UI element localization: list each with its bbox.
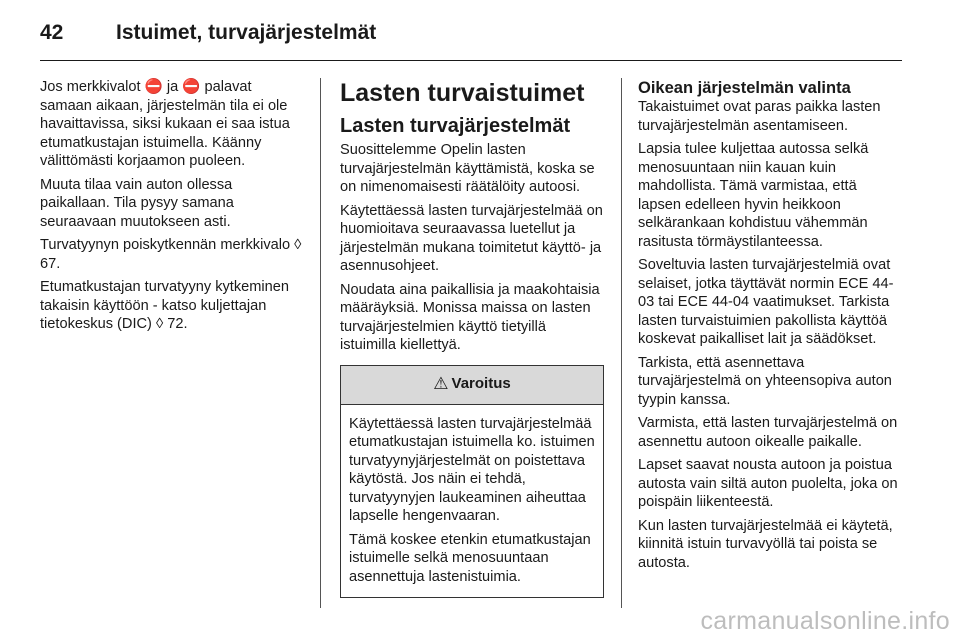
section-heading: Oikean järjestelmän valinta	[638, 79, 851, 97]
column-left	[40, 78, 302, 339]
paragraph: Soveltuvia lasten turvajärjestelmiä ovat selaiset, jotka täyttävät normin ECE 44-03 tai ECE 44-04 vaatimukset. Tarkista lasten turvaistuimien pakollista käyttöä koskevat paikalliset lait ja säädökset.	[638, 257, 894, 347]
paragraph: Kun lasten turvajärjestelmää ei käytetä, kiinnitä istuin turvavyöllä tai poista se autosta.	[638, 517, 893, 571]
warning-header	[341, 366, 603, 405]
section-subtitle: Lasten turvajärjestelmät	[340, 115, 571, 137]
paragraph: Lapsia tulee kuljettaa autossa selkä menosuuntaan niin kauan kuin mahdollista. Tämä varmistaa, että lapsen edelleen hyvin heikkoon selkärankaan kohdistuu vähemmän rasitusta törmäystilanteessa.	[638, 141, 869, 250]
section-title: Lasten turvaistuimet	[340, 79, 585, 107]
paragraph: Noudata aina paikallisia ja maakohtaisia määräyksiä. Monissa maissa on lasten turvajärjestelmien käyttö tietyillä istuimilla kiellettyä.	[340, 281, 600, 353]
paragraph: Muuta tilaa vain auton ollessa paikallaan. Tila pysyy samana seuraavaan muutokseen asti.	[40, 176, 234, 230]
watermark: carmanualsonline.info	[700, 607, 950, 635]
header-rule	[40, 60, 902, 61]
column-divider-right	[621, 78, 622, 608]
paragraph: Käytettäessä lasten turvajärjestelmää on huomioitava seuraavassa luetellut ja järjestelmän mukana toimitetut käyttö- ja asennusohjeet.	[340, 202, 603, 274]
warning-body	[341, 405, 603, 598]
warning-paragraph: Tämä koskee etenkin etumatkustajan istuimelle selkä menosuuntaan asennettuja lastenistuimia.	[349, 531, 591, 585]
paragraph: Tarkista, että asennettava turvajärjestelmä on yhteensopiva auton tyypin kanssa.	[638, 354, 892, 408]
paragraph: Varmista, että lasten turvajärjestelmä on asennettu autoon oikealle paikalle.	[638, 415, 898, 450]
warning-paragraph: Käytettäessä lasten turvajärjestelmää etumatkustajan istuimella ko. istuimen turvatyynyjärjestelmät on poistettava käytöstä. Jos näin ei tehdä, turvatyynyjen laukeaminen aiheuttaa lapselle hengenvaaran.	[349, 415, 595, 524]
paragraph: Suosittelemme Opelin lasten turvajärjestelmän käyttämistä, koska se on nimenomaisesti räätälöity autoosi.	[340, 142, 595, 195]
warning-triangle-icon: ⚠	[433, 374, 449, 394]
paragraph-dic-ref: Etumatkustajan turvatyyny kytkeminen takaisin käyttöön - katso kuljettajan tietokeskus (DIC) ◊ 72.	[40, 279, 290, 332]
column-middle	[340, 78, 604, 598]
paragraph: Takaistuimet ovat paras paikka lasten turvajärjestelmän asentamiseen.	[638, 99, 881, 134]
column-divider-left	[320, 78, 321, 608]
page-header	[40, 18, 376, 48]
page-number: 42	[40, 21, 64, 44]
warning-box	[340, 365, 604, 599]
chapter-title: Istuimet, turvajärjestelmät	[116, 21, 377, 44]
paragraph: Lapset saavat nousta autoon ja poistua autosta vain siltä auton puolelta, joka on poispäin liikenteestä.	[638, 457, 898, 510]
column-right	[638, 78, 902, 577]
warning-title: Varoitus	[451, 375, 511, 393]
paragraph: Jos merkkivalot ⛔ ja ⛔ palavat samaan aikaan, järjestelmän tila ei ole havaittavissa, siksi kukaan ei saa istua etumatkustajan istuimella. Käänny välittömästi korjaamon puoleen.	[40, 79, 290, 169]
paragraph-airbag-light-ref: Turvatyynyn poiskytkennän merkkivalo ◊ 67.	[40, 237, 302, 272]
